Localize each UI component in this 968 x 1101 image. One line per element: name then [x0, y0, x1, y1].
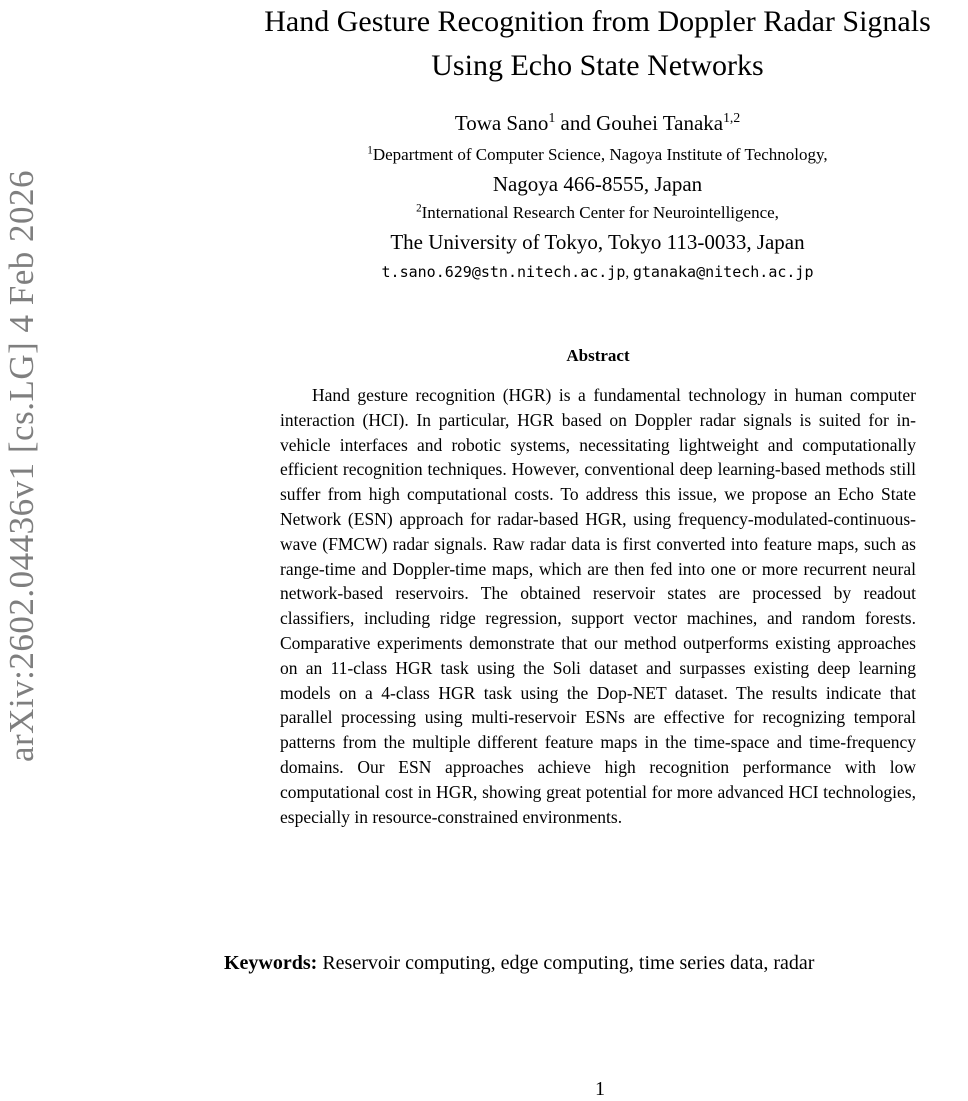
email-separator: , — [625, 265, 633, 281]
keywords-label: Keywords: — [224, 952, 318, 974]
author-connector: and — [555, 111, 597, 135]
abstract-text: Hand gesture recognition (HGR) is a fundamental technology in human computer interaction (HCI). In particular, HGR based on Doppler radar signals is suited for in-vehicle interfaces and robotic systems, necessitating lightweight and computationally efficient recognition techniques. However, conventional deep learning-based methods still suffer from high computational costs. To address this issue, we propose an Echo State Network (ESN) approach for radar-based HGR, using frequency-modulated-continuous-wave (FMCW) radar signals. Raw radar data is first converted into feature maps, such as range-time and Doppler-time maps, which are then fed into one or more recurrent neural network-based reservoirs. The obtained reservoir states are processed by readout classifiers, including ridge regression, support vector machines, and random forests. Comparative experiments demonstrate that our method outperforms existing approaches on an 11-class HGR task using the Soli dataset and surpasses existing deep learning models on a 4-class HGR task using the Dop-NET dataset. The results indicate that parallel processing using multi-reservoir ESNs are effective for recognizing temporal patterns from the multiple different feature maps in the time-space and time-frequency domains. Our ESN approaches achieve high recognition performance with low computational cost in HGR, showing great potential for more advanced HCI technologies, especially in resource-constrained environments. — [280, 385, 916, 827]
keywords-line — [224, 952, 814, 975]
author-line — [230, 111, 965, 136]
affiliation-line: The University of Tokyo, Tokyo 113-0033, Japan — [390, 230, 805, 254]
author-email: t.sano.629@stn.nitech.ac.jp — [381, 263, 626, 281]
author-name: Gouhei Tanaka — [596, 111, 724, 135]
affiliation-line — [230, 203, 965, 223]
page-number: 1 — [595, 1078, 605, 1100]
affiliation-line — [230, 145, 965, 165]
author-name: Towa Sano — [454, 111, 549, 135]
affiliation-marker: 2 — [416, 202, 422, 215]
affiliation-marker: 1 — [367, 144, 373, 157]
arxiv-identifier: arXiv:2602.04436v1 [cs.LG] 4 Feb 2026 — [2, 169, 41, 763]
author-affiliation-marker: 1,2 — [723, 109, 741, 125]
affiliation-text: Department of Computer Science, Nagoya Institute of Technology, — [372, 145, 828, 164]
affiliation-line: Nagoya 466-8555, Japan — [492, 172, 703, 196]
abstract-heading: Abstract — [566, 346, 630, 365]
email-line — [230, 263, 965, 282]
paper-title: Hand Gesture Recognition from Doppler Radar Signals Using Echo State Networks — [264, 5, 931, 82]
keywords-text: Reservoir computing, edge computing, time series data, radar — [322, 952, 815, 974]
author-affiliation-marker: 1 — [548, 109, 556, 125]
affiliation-text: International Research Center for Neurointelligence, — [421, 203, 779, 222]
author-email: gtanaka@nitech.ac.jp — [632, 263, 814, 281]
